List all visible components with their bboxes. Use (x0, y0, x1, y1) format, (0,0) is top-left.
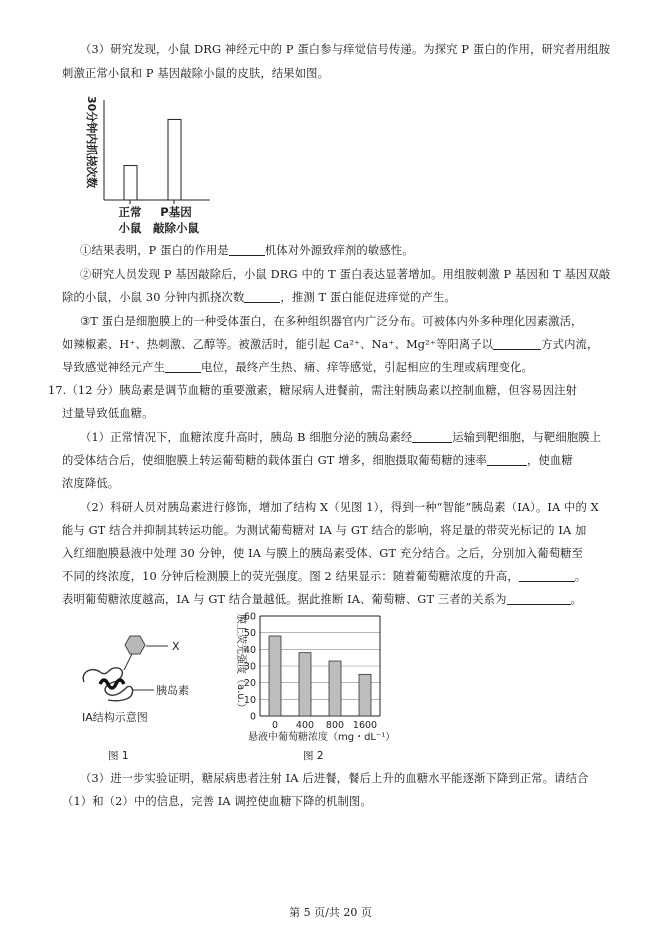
q16-sub3-line3 (62, 360, 533, 376)
q16-sub2-b: 除的小鼠，小鼠 30 分钟内抓挠次数 (62, 291, 245, 304)
fluorescence-chart (220, 604, 400, 742)
q17-p1-line1 (80, 430, 601, 446)
answer-blank[interactable] (519, 569, 575, 582)
q17-p2-line4 (62, 569, 586, 585)
q16-sub3-d: 导致感觉神经元产生 (62, 361, 166, 374)
chart2-xtick-label: 400 (295, 720, 315, 731)
fig1-caption: 图 1 (108, 750, 129, 762)
fig1-x-label: X (172, 640, 180, 653)
chart2-ytick-label: 20 (243, 678, 256, 690)
q17-p2-c: 入红细胞膜悬液中处理 30 分钟，使 IA 与膜上的胰岛素受体、GT 充分结合。之后，分别加入葡萄糖至 (62, 547, 584, 560)
chart1-cat2-l1: P基因 (160, 205, 192, 219)
q17-p1-line2 (62, 453, 573, 469)
q16-sub3-c: 方式内流， (541, 338, 599, 351)
q16-3-line2: 刺激正常小鼠和 P 基因敲除小鼠的皮肤，结果如图。 (62, 67, 330, 80)
q17-p2-e: 。 (574, 570, 587, 583)
answer-blank[interactable] (165, 360, 201, 373)
chart1-cat1-l2: 小鼠 (118, 221, 142, 235)
ia-structure-diagram (78, 628, 208, 728)
answer-blank[interactable] (507, 592, 571, 605)
chart2-ytick-label: 0 (249, 711, 256, 723)
chart2-bar (269, 636, 281, 716)
q17-p2-g: 。 (570, 593, 583, 606)
chart1-bar-normal (124, 166, 137, 200)
chart1-cat1-l1: 正常 (118, 205, 142, 219)
q17-p1-a: （1）正常情况下，血糖浓度升高时，胰岛 B 细胞分泌的胰岛素经 (80, 431, 413, 444)
q17-p3-b: （1）和（2）中的信息，完善 IA 调控使血糖下降的机制图。 (62, 795, 372, 808)
chart2-ytick-label: 60 (243, 611, 256, 623)
fig2-caption: 图 2 (303, 750, 324, 762)
q16-sub3-line2 (62, 337, 598, 353)
chart2-ylabel: 膜上荧光强度（a.u.） (235, 614, 246, 713)
q17-stem-b: 过量导致低血糖。 (62, 407, 154, 420)
q16-sub1-b: 机体对外源致痒剂的敏感性。 (264, 244, 414, 257)
q17-p1-c: 的受体结合后，使细胞膜上转运葡萄糖的载体蛋白 GT 增多，细胞摄取葡萄糖的速率 (62, 454, 487, 467)
q17-p2-b: 能与 GT 结合并抑制其转运功能。为测试葡萄糖对 IA 与 GT 结合的影响，将足量的带荧光标记的 IA 加 (62, 524, 587, 537)
q16-sub3-e: 电位，最终产生热、痛、痒等感觉，引起相应的生理或病理变化。 (201, 361, 533, 374)
q17-p1-e: 浓度降低。 (62, 477, 120, 490)
q17-p2-a: （2）科研人员对胰岛素进行修饰，增加了结构 X（见图 1），得到一种“智能”胰岛素（IA）。IA 中的 X (80, 501, 599, 514)
q16-sub2-a: ②研究人员发现 P 基因敲除后，小鼠 DRG 中的 T 蛋白表达显著增加。用组胺刺激 P 基因和 T 基因双敲 (80, 268, 611, 281)
chart2-ytick-label: 50 (243, 628, 256, 640)
q16-sub1 (80, 243, 414, 259)
answer-blank[interactable] (229, 243, 265, 256)
chart2-bar (329, 661, 341, 716)
chart2-xlabel: 悬液中葡萄糖浓度（mg・dL⁻¹） (248, 732, 396, 742)
q17-p2-f: 表明葡萄糖浓度越高，IA 与 GT 结合量越低。据此推断 IA、葡萄糖、GT 三者的关系为 (62, 593, 507, 606)
chart2-ytick-label: 30 (243, 661, 256, 673)
chart2-bar (299, 653, 311, 716)
q16-sub3-b: 如辣椒素、H⁺、热刺激、乙醇等。被激活时，能引起 Ca²⁺、Na⁺、Mg²⁺等阳离子以 (62, 338, 494, 351)
q17-p2-d: 不同的终浓度，10 分钟后检测膜上的荧光强度。图 2 结果显示：随着葡萄糖浓度的升高， (62, 570, 519, 583)
structure-x-hexagon (125, 636, 145, 654)
chart2-ytick-label: 10 (243, 694, 256, 706)
chart2-ytick-label: 40 (243, 644, 256, 656)
q16-sub3-a: ③T 蛋白是细胞膜上的一种受体蛋白，在多种组织器官内广泛分布。可被体内外多种理化因素激活， (80, 315, 583, 328)
q16-sub2-c: ，推测 T 蛋白能促进痒觉的产生。 (280, 291, 456, 304)
chart1-bar-knockout (168, 119, 181, 200)
q16-sub1-a: ①结果表明，P 蛋白的作用是 (80, 244, 229, 257)
linker-line (124, 654, 132, 670)
answer-blank[interactable] (412, 430, 452, 443)
q16-3-line1: （3）研究发现，小鼠 DRG 神经元中的 P 蛋白参与痒觉信号传递。为探究 P 蛋白的作用，研究者用组胺 (80, 43, 611, 56)
answer-blank[interactable] (244, 290, 280, 303)
chart1-ylabel: 30分钟内抓挠次数 (85, 96, 98, 189)
q17-p1-b: 运输到靶细胞，与靶细胞膜上 (452, 431, 602, 444)
q17-stem-a: 17.（12 分）胰岛素是调节血糖的重要激素，糖尿病人进餐前，需注射胰岛素以控制血糖，但容易因注射 (48, 384, 578, 397)
answer-blank[interactable] (493, 337, 541, 350)
chart2-xtick-label: 0 (271, 720, 279, 731)
chart2-xtick-label: 800 (325, 720, 345, 731)
answer-blank[interactable] (487, 453, 527, 466)
fig1-title: IA结构示意图 (82, 711, 148, 724)
chart2-bar (359, 674, 371, 716)
chart2-xtick-label: 1600 (352, 720, 378, 731)
fig1-insulin-label: 胰岛素 (156, 684, 189, 697)
insulin-helix (100, 680, 124, 688)
page-footer: 第 5 页/共 20 页 (289, 906, 372, 919)
scratch-count-chart (70, 92, 220, 238)
q16-sub2-line2 (62, 290, 456, 306)
q17-p3-a: （3）进一步实验证明，糖尿病患者注射 IA 后进餐，餐后上升的血糖水平能逐渐下降到正常。请结合 (80, 772, 589, 785)
chart1-cat2-l2: 敲除小鼠 (153, 221, 199, 235)
q17-p1-d: ，使血糖 (527, 454, 573, 467)
